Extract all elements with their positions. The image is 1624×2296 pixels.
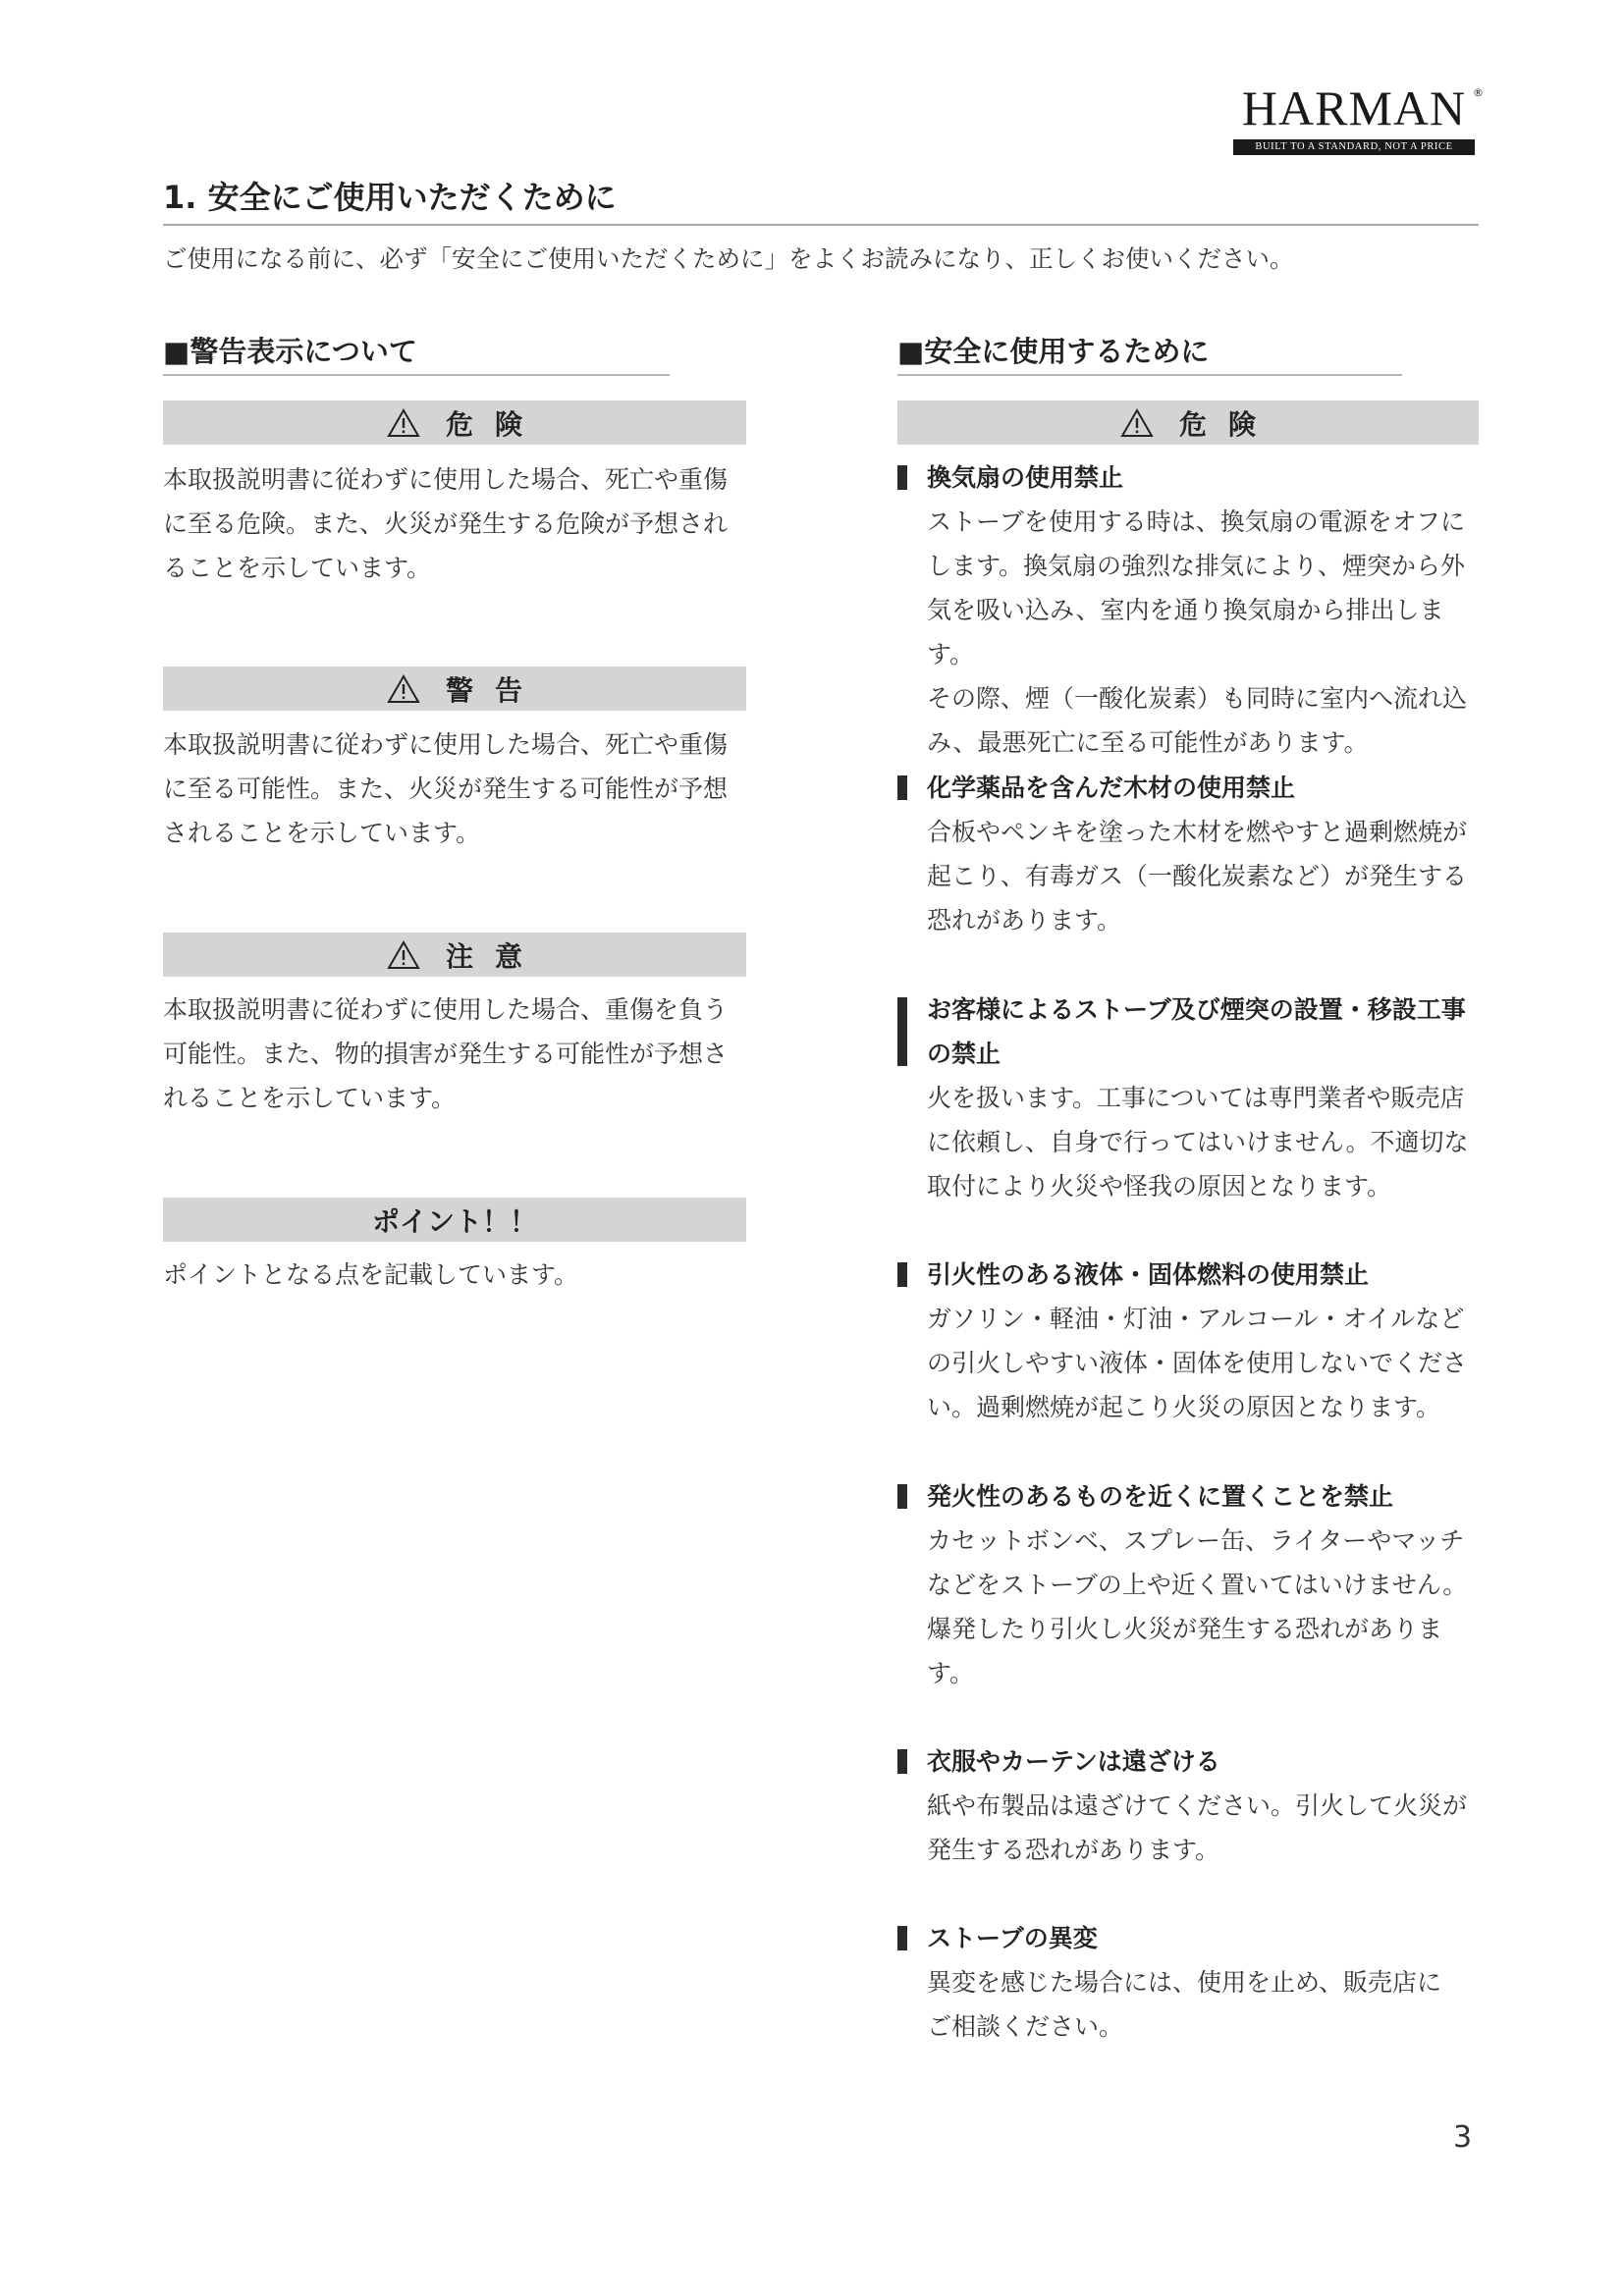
text-line: します。換気扇の強烈な排気により、煙突から外	[927, 552, 1466, 580]
text-line: ガソリン・軽油・灯油・アルコール・オイルなど	[927, 1305, 1465, 1333]
item-heading	[897, 988, 1487, 1076]
item-marker	[897, 1484, 907, 1509]
item-heading-text: ストーブの異変	[927, 1924, 1098, 1952]
safe-use-heading-rule	[897, 374, 1402, 376]
item-text	[897, 810, 1487, 942]
item-text	[897, 500, 1487, 765]
harman-logo	[1229, 80, 1484, 157]
item-heading	[897, 1739, 1487, 1784]
band-danger	[163, 400, 746, 445]
text-line: に至る可能性。また、火災が発生する可能性が予想	[163, 774, 729, 803]
text-line: ることを示しています。	[163, 554, 432, 582]
point-description	[163, 1253, 578, 1297]
item-heading	[897, 766, 1487, 810]
item-marker	[897, 1926, 907, 1950]
safe-use-heading: ■安全に使用するために	[897, 335, 1210, 368]
safety-item-ventilation-fan	[897, 455, 1487, 765]
text-line: に至る危険。また、火災が発生する危険が予想され	[163, 509, 729, 538]
warning-display-heading: ■警告表示について	[163, 335, 417, 368]
item-heading-text: 化学薬品を含んだ木材の使用禁止	[927, 774, 1296, 802]
text-line: す。	[927, 1659, 975, 1687]
warning-triangle-icon	[387, 940, 420, 970]
item-heading	[897, 455, 1487, 500]
text-line: 本取扱説明書に従わずに使用した場合、重傷を負う	[163, 995, 729, 1024]
item-marker	[897, 997, 907, 1066]
text-line: 取付により火災や怪我の原因となります。	[927, 1172, 1392, 1201]
item-marker	[897, 1749, 907, 1774]
band-danger-label: 危険	[445, 407, 544, 441]
text-line: 火を扱います。工事については専門業者や販売店	[927, 1084, 1465, 1112]
text-line: ご相談ください。	[927, 2012, 1124, 2041]
warning-description	[163, 722, 728, 855]
text-line: 紙や布製品は遠ざけてください。引火して火災が	[927, 1791, 1468, 1820]
band-danger-right	[897, 400, 1479, 445]
band-warning	[163, 667, 746, 711]
text-line: 可能性。また、物的損害が発生する可能性が予想さ	[163, 1040, 729, 1068]
text-line: 爆発したり引火し火災が発生する恐れがありま	[927, 1615, 1443, 1643]
text-line: ストーブを使用する時は、換気扇の電源をオフに	[927, 507, 1466, 536]
warning-triangle-icon	[387, 408, 420, 438]
band-danger-right-label: 危険	[1178, 407, 1277, 441]
page-number: 3	[1453, 2120, 1473, 2155]
text-line: されることを示しています。	[163, 819, 481, 847]
logo-registered-mark: ®	[1473, 86, 1484, 99]
text-line: い。過剰燃焼が起こり火災の原因となります。	[927, 1393, 1441, 1421]
warning-triangle-icon	[387, 674, 420, 704]
logo-wordmark: HARMAN	[1241, 80, 1467, 135]
item-heading-text: 換気扇の使用禁止	[927, 463, 1124, 492]
text-line: 気を吸い込み、室内を通り換気扇から排出します。	[927, 596, 1444, 668]
item-text	[897, 1297, 1487, 1429]
warning-triangle-icon	[1120, 408, 1154, 438]
item-text	[897, 1076, 1487, 1208]
text-line: 本取扱説明書に従わずに使用した場合、死亡や重傷	[163, 730, 729, 759]
text-line: の引火しやすい液体・固体を使用しないでくださ	[927, 1349, 1468, 1377]
item-marker	[897, 1262, 907, 1287]
text-line: み、最悪死亡に至る可能性があります。	[927, 728, 1369, 757]
item-text	[897, 1519, 1487, 1695]
warning-display-heading-rule	[163, 374, 670, 376]
band-caution	[163, 933, 746, 977]
text-line: れることを示しています。	[163, 1084, 457, 1112]
item-text	[897, 1784, 1487, 1872]
item-marker	[897, 465, 907, 490]
item-heading-text: お客様によるストーブ及び煙突の設置・移設工事	[927, 995, 1466, 1024]
title-divider	[163, 224, 1479, 226]
item-heading	[897, 1916, 1487, 1960]
text-line: 発生する恐れがあります。	[927, 1836, 1220, 1864]
safety-item-treated-wood	[897, 766, 1487, 942]
safety-item-clothing-curtains	[897, 1739, 1487, 1872]
danger-description	[163, 457, 728, 590]
safety-item-flammable-fuel	[897, 1253, 1487, 1429]
item-marker	[897, 775, 907, 800]
item-heading-text: 衣服やカーテンは遠ざける	[927, 1747, 1220, 1776]
item-heading-text: の禁止	[927, 1040, 1001, 1068]
item-heading	[897, 1253, 1487, 1297]
band-point-label: ポイント！！	[371, 1204, 537, 1238]
text-line: 合板やペンキを塗った木材を燃やすと過剰燃焼が	[927, 818, 1468, 846]
text-line: 起こり、有毒ガス（一酸化炭素など）が発生する	[927, 862, 1468, 890]
intro-text: ご使用になる前に、必ず「安全にご使用いただくために」をよくお読みになり、正しくお使いください。	[163, 244, 1294, 273]
text-line: に依頼し、自身で行ってはいけません。不適切な	[927, 1128, 1469, 1156]
caution-description	[163, 988, 728, 1120]
item-text	[897, 1960, 1487, 2049]
text-line: ポイントとなる点を記載しています。	[163, 1260, 579, 1289]
page-title: 1. 安全にご使用いただくために	[163, 179, 617, 216]
item-heading-text: 引火性のある液体・固体燃料の使用禁止	[927, 1260, 1370, 1289]
text-line: などをストーブの上や近く置いてはいけません。	[927, 1571, 1468, 1599]
band-point	[163, 1198, 746, 1242]
item-heading-text: 発火性のあるものを近くに置くことを禁止	[927, 1482, 1394, 1511]
band-warning-label: 警告	[445, 673, 544, 707]
safety-item-installation	[897, 988, 1487, 1208]
item-heading	[897, 1474, 1487, 1519]
text-line: 異変を感じた場合には、使用を止め、販売店に	[927, 1968, 1442, 1997]
logo-tagline: BUILT TO A STANDARD, NOT A PRICE	[1233, 139, 1475, 155]
safety-item-ignitable-objects	[897, 1474, 1487, 1695]
safety-item-stove-abnormality	[897, 1916, 1487, 2049]
text-line: 恐れがあります。	[927, 906, 1122, 934]
text-line: 本取扱説明書に従わずに使用した場合、死亡や重傷	[163, 465, 729, 494]
text-line: カセットボンベ、スプレー缶、ライターやマッチ	[927, 1526, 1465, 1555]
band-caution-label: 注意	[445, 939, 544, 973]
text-line: その際、煙（一酸化炭素）も同時に室内へ流れ込	[927, 684, 1468, 713]
